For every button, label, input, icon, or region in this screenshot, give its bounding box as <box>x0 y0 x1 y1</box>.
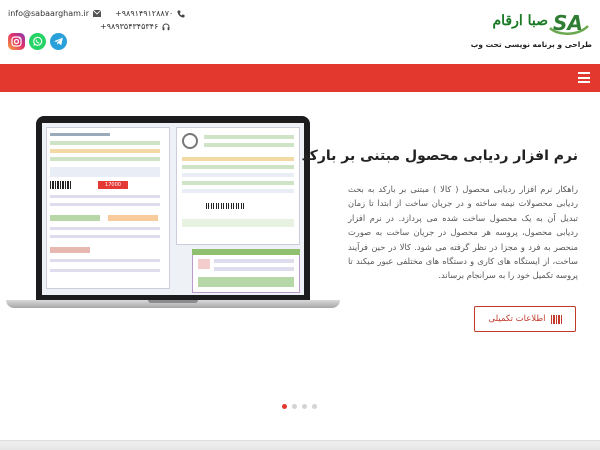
main-nav-bar <box>0 64 600 92</box>
email-link[interactable]: info@sabaargham.ir <box>8 9 90 18</box>
envelope-icon <box>93 10 101 18</box>
laptop-mockup <box>6 116 340 322</box>
contact-row-landline <box>8 21 185 33</box>
whatsapp-icon[interactable] <box>29 33 46 50</box>
carousel-dot[interactable] <box>312 404 317 409</box>
phone-icon <box>177 10 185 18</box>
telegram-icon[interactable] <box>50 33 67 50</box>
slide-description: راهکار نرم افزار ردیابی محصول ( کالا ) مبتنی بر بارکد به بحث ردیابی محصولات نیمه ساخته و در جریان ساخت از ابتدا تا زمان تبدیل آن به یک محصول ساخت شده می پردازد. در نرم افزار ردیابی محصول، پروسه هر محصول در جریان ساخت به صورت منحصر به فرد و مجزا در نظر گرفته می شود. کالا در حین فرآیند ساخت، از ایستگاه های کاری و دستگاه های مختلفی عبور میکند تا پروسه تکمیل خود را به سرانجام برساند. <box>348 184 578 281</box>
laptop-base-notch <box>148 300 198 303</box>
social-links <box>8 33 67 50</box>
contact-info <box>8 8 185 33</box>
logo-letters: SA <box>553 11 583 35</box>
carousel-dot[interactable] <box>282 404 287 409</box>
slide-title: نرم افزار ردیابی محصول مبتنی بر بارکد <box>301 148 578 164</box>
section-divider <box>0 440 600 450</box>
menu-icon[interactable] <box>578 72 590 83</box>
top-header <box>0 0 600 64</box>
contact-row-email <box>8 8 185 20</box>
headset-icon <box>162 23 170 31</box>
carousel-indicators <box>282 404 317 409</box>
brand-tagline: طراحی و برنامه نویسی تحت وب <box>470 40 592 49</box>
laptop-screen-frame <box>36 116 310 300</box>
more-info-label: اطلاعات تکمیلی <box>488 314 546 324</box>
software-screenshot <box>42 123 304 295</box>
carousel-dot[interactable] <box>302 404 307 409</box>
hero-slider <box>0 92 600 440</box>
sa-logo <box>548 10 592 38</box>
landline-phone-link[interactable]: +۹۸۹۳۵۴۳۴۵۳۴۶ <box>100 22 159 31</box>
brand[interactable] <box>470 10 592 50</box>
barcode-icon <box>551 315 562 324</box>
screen-counter: 17000 <box>98 181 128 189</box>
instagram-icon[interactable] <box>8 33 25 50</box>
brand-name: صبا ارقام <box>492 13 548 29</box>
carousel-dot[interactable] <box>292 404 297 409</box>
more-info-button[interactable] <box>474 306 576 332</box>
mobile-phone-link[interactable]: +۹۸۹۱۴۹۱۲۸۸۷۰ <box>115 9 174 18</box>
